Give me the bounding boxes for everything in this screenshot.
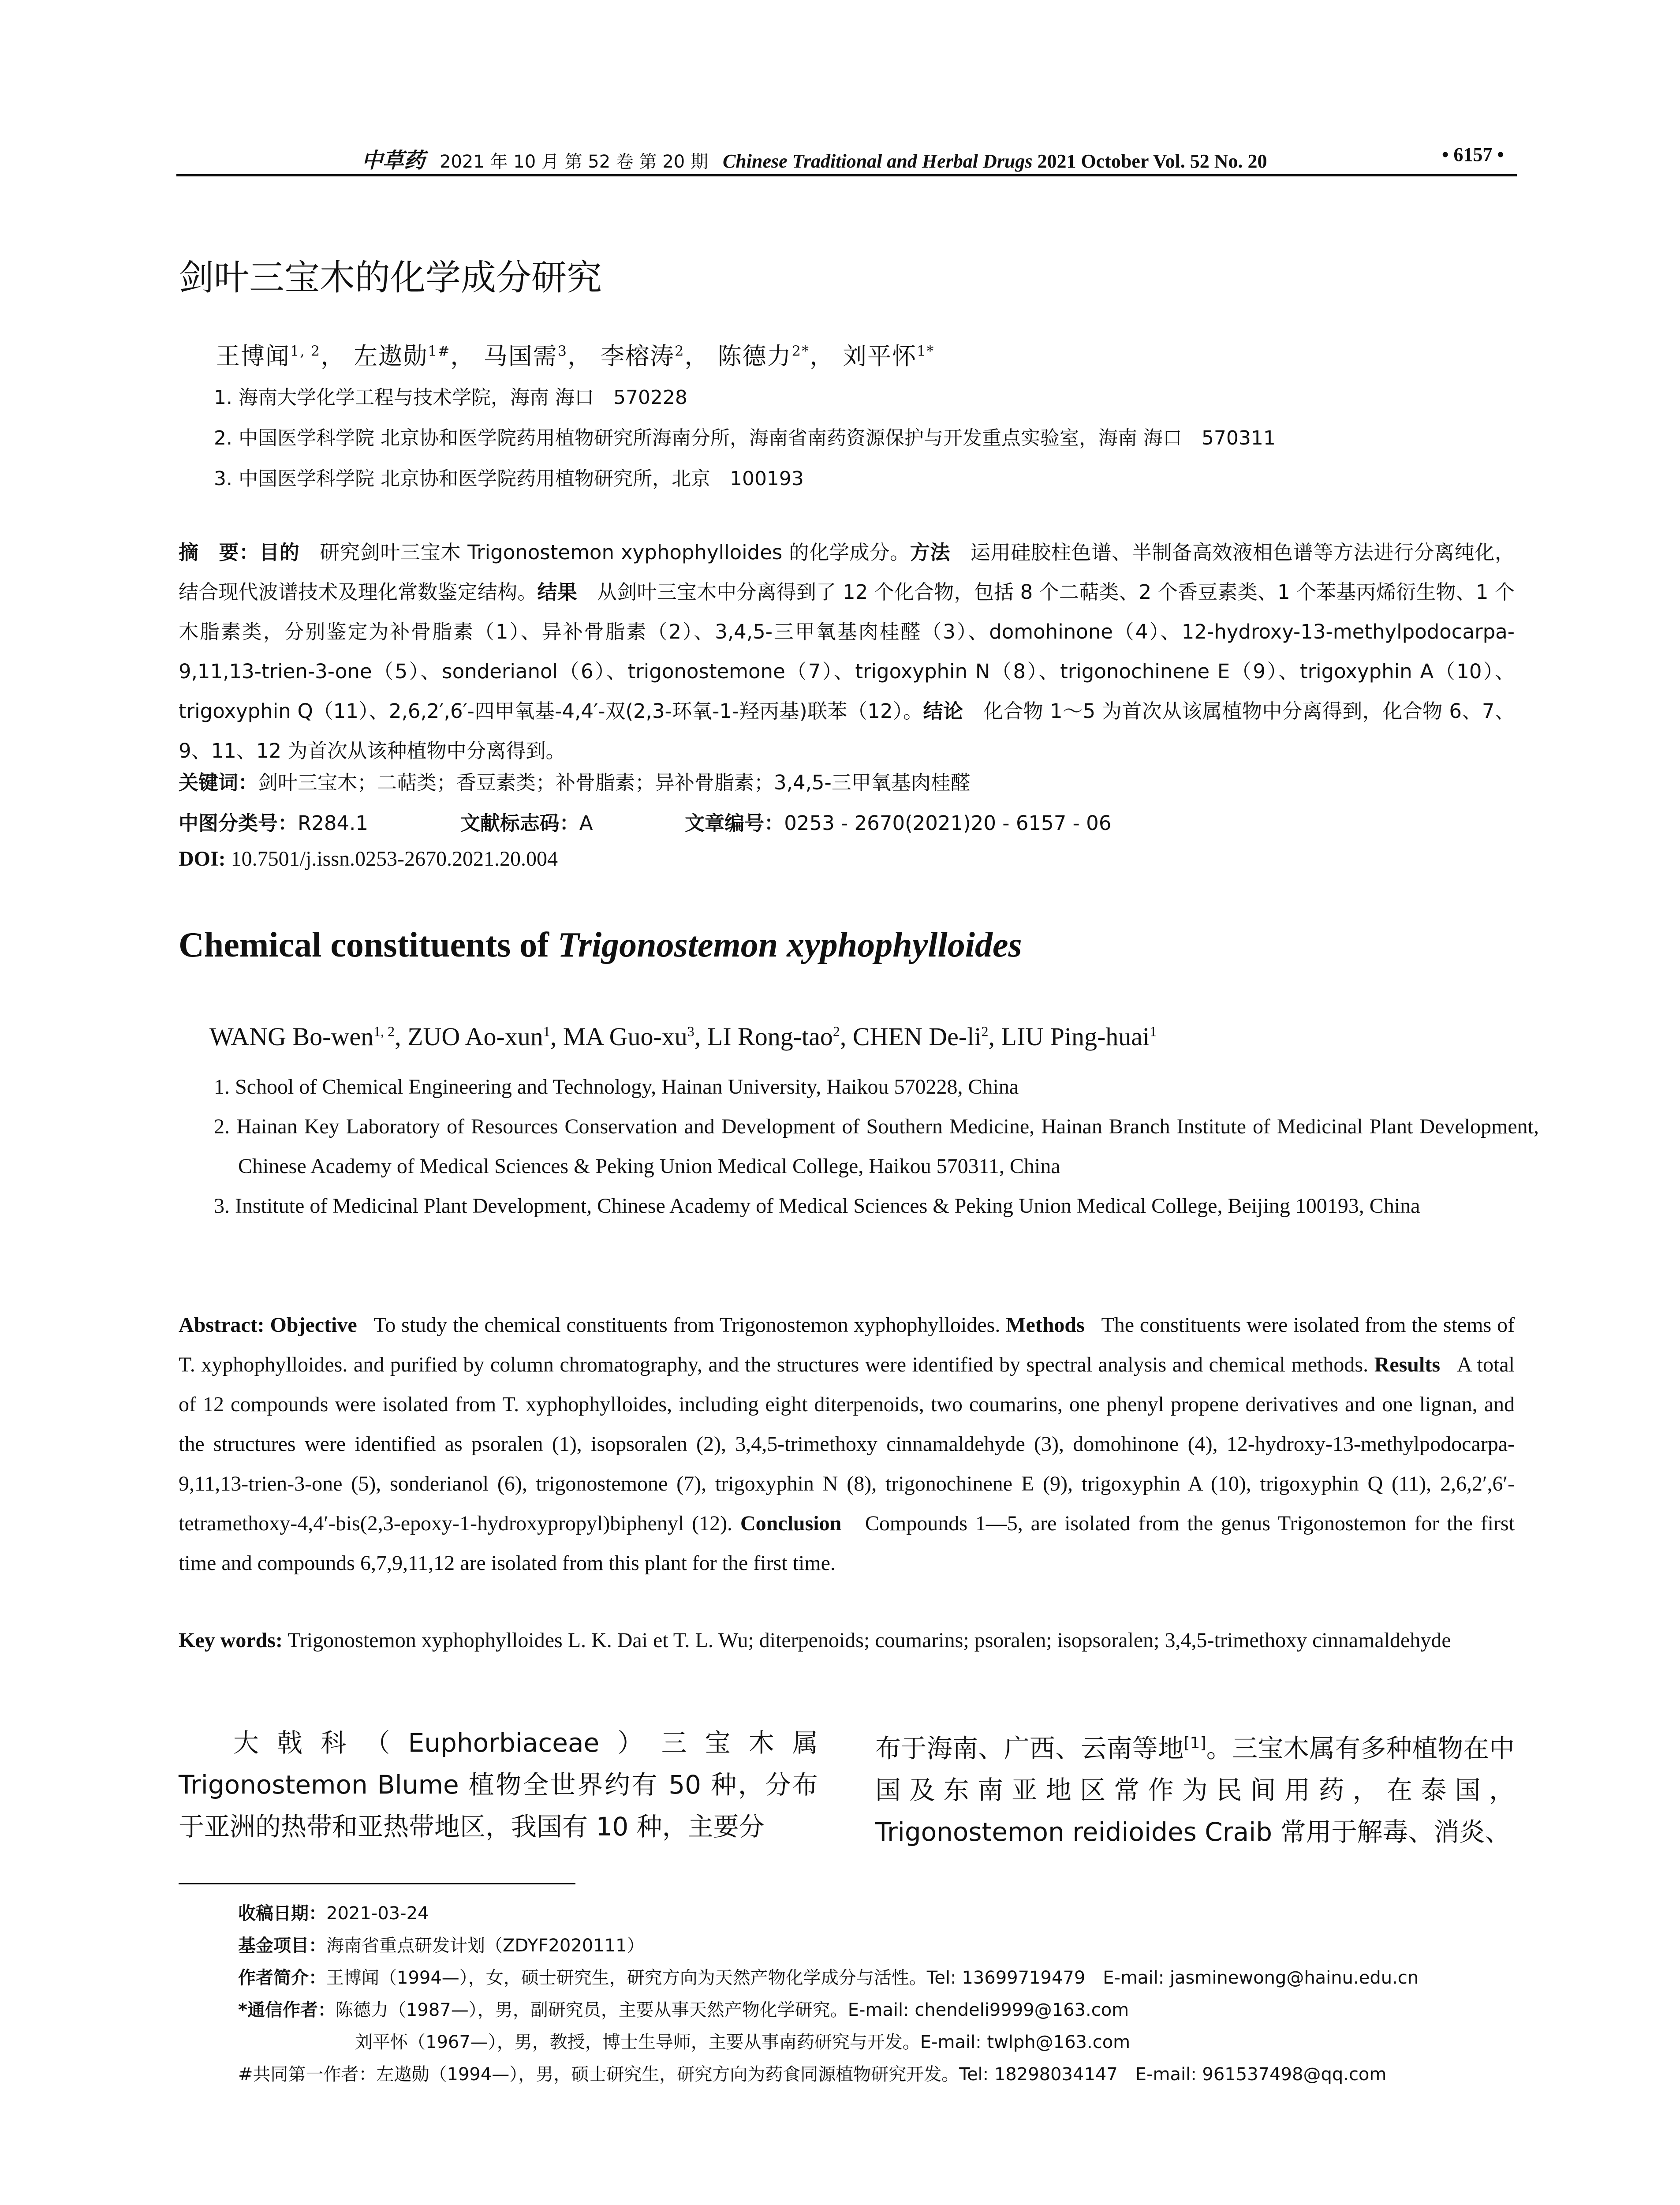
- keywords-en-text: Trigonostemon xyphophylloides L. K. Dai et T. L. Wu; diterpenoids; coumarins; psoralen; isopsoralen; 3,4,5-trimethoxy cinnamaldehyde: [287, 1629, 1451, 1652]
- title-en-prefix: Chemical constituents of: [179, 926, 558, 964]
- objective-label-en: Objective: [270, 1313, 357, 1337]
- title-cn: 剑叶三宝木的化学成分研究: [179, 257, 602, 298]
- results-label-en: Results: [1374, 1353, 1440, 1376]
- issue-date-cn: 2021 年 10 月 第 52 卷 第 20 期: [440, 152, 708, 172]
- doc-code-value: A: [579, 811, 593, 835]
- abstract-en-label: Abstract:: [179, 1313, 265, 1337]
- journal-name-cn: 中草药: [362, 148, 426, 173]
- footnote-corresponding: *通信作者：陈德力（1987—），男，副研究员，主要从事天然产物化学研究。E-mail: chendeli9999@163.com: [238, 2000, 1129, 2020]
- footnote-funding: 基金项目：海南省重点研发计划（ZDYF2020111）: [238, 1936, 645, 1956]
- conclusion-en: Compounds 1—5, are isolated from the genus Trigonostemon for the first time and compounds 6,7,9,11,12 are isolated from this plant for the first time.: [179, 1512, 1515, 1575]
- article-no-label: 文章编号：: [685, 811, 784, 835]
- clc-value: R284.1: [298, 811, 369, 835]
- author-en: MA Guo-$xu^3$,: [563, 1022, 707, 1051]
- doi-line: [179, 847, 558, 871]
- footnote-co-first: #共同第一作者：左遨勋（1994—），男，硕士研究生，研究方向为药食同源植物研究开发。Tel: 18298034147 E-mail: 961537498@qq.com: [238, 2064, 1387, 2085]
- methods-cn: 运用硅胶柱色谱、半制备高效液相色谱等方法进行分离纯化，结合现代波谱技术及理化常数鉴定结构。: [179, 541, 1515, 604]
- author-cn: 刘平怀$^{1*}$: [843, 342, 935, 370]
- keywords-cn-label: 关键词：: [179, 771, 258, 794]
- methods-en: The constituents were isolated from the stems of T. xyphophylloides. and purified by column chromatography, and the structures were identified by spectral analysis and chemical methods.: [179, 1313, 1515, 1376]
- results-label-cn: 结果: [537, 580, 577, 604]
- body-left-column: 大戟科（Euphorbiaceae）三宝木属 Trigonostemon Blume 植物全世界约有 50 种，分布于亚洲的热带和亚热带地区，我国有 10 种，主要分: [179, 1728, 818, 1842]
- author-cn: 马国需$^3$，: [483, 342, 592, 370]
- classification-line: [179, 807, 1111, 836]
- keywords-en-label: Key words:: [179, 1629, 283, 1652]
- keywords-cn-text: 剑叶三宝木；二萜类；香豆素类；补骨脂素；异补骨脂素；3,4,5-三甲氧基肉桂醛: [258, 771, 971, 794]
- footnote-rule: [179, 1883, 575, 1884]
- authors-cn: [216, 337, 935, 371]
- methods-label-cn: 方法: [910, 541, 951, 564]
- footnote-received: 收稿日期：2021-03-24: [238, 1903, 429, 1924]
- objective-cn: 研究剑叶三宝木 Trigonostemon xyphophylloides 的化学成分。: [320, 541, 910, 564]
- conclusion-label-cn: 结论: [923, 699, 963, 723]
- conclusion-cn: 化合物 1～5 为首次从该属植物中分离得到，化合物 6、7、9、11、12 为首次从该种植物中分离得到。: [179, 699, 1515, 762]
- title-en-species: Trigonostemon xyphophylloides: [557, 926, 1022, 964]
- keywords-en: [179, 1621, 1515, 1660]
- author-en: WANG Bo-wen$^{1, 2}$,: [209, 1022, 408, 1051]
- doc-code-label: 文献标志码：: [460, 811, 579, 835]
- author-cn: 左遨勋$^{1\#}$，: [354, 342, 475, 370]
- author-en: CHEN $De-li^2$,: [852, 1022, 1001, 1051]
- author-cn: 陈德力$^{2*}$，: [717, 342, 834, 370]
- affiliation-en-3: 3. Institute of Medicinal Plant Development, Chinese Academy of Medical Sciences & Peking Union Medical College, Beijing 100193, China: [214, 1194, 1420, 1218]
- affiliation-en-1: 1. School of Chemical Engineering and Technology, Hainan University, Haikou 570228, China: [214, 1075, 1019, 1099]
- body-right-column: [875, 1722, 1515, 1853]
- authors-en: [209, 1022, 1157, 1051]
- methods-label-en: Methods: [1006, 1313, 1085, 1337]
- affiliation-en-2: 2. Hainan Key Laboratory of Resources Conservation and Development of Southern Medicine, Hainan Branch Institute of Medicinal Plant Development, Chinese Academy of Medical Sciences & Peking Union Medical College, Haikou 570311, China: [214, 1115, 1539, 1178]
- clc-label: 中图分类号：: [179, 811, 298, 835]
- author-cn: 李榕涛$^2$，: [601, 342, 709, 370]
- page-number: • 6157 •: [1442, 144, 1504, 165]
- body-right-text-a: 布于海南、广西、云南等地: [875, 1733, 1184, 1764]
- results-en: A total of 12 compounds were isolated from T. xyphophylloides, including eight diterpenoids, two coumarins, one phenyl propene derivatives and one lignan, and the structures were identified as psoralen (1), isopsoralen (2), 3,4,5-trimethoxy cinnamaldehyde (3), domohinone (4), 12-hydroxy-13-methylpodocarpa-9,11,13-trien-3-one (5), sonderianol (6), trigonostemone (7), trigoxyphin N (8), trigonochinene E (9), trigoxyphin A (10), trigoxyphin Q (11), 2,6,2′,6′-tetramethoxy-4,4′-bis(2,3-epoxy-1-hydroxypropyl)biphenyl (12).: [179, 1353, 1515, 1535]
- author-cn: 王博闻$^{1, 2}$，: [216, 342, 346, 370]
- abstract-cn: [179, 533, 1515, 771]
- footnote-corresponding-2: 刘平怀（1967—），男，教授，博士生导师，主要从事南药研究与开发。E-mail: twlph@163.com: [355, 2032, 1131, 2052]
- author-en: LI Rong-tao$^2$,: [707, 1022, 853, 1051]
- abstract-en: [179, 1305, 1515, 1583]
- conclusion-label-en: Conclusion: [740, 1512, 842, 1535]
- keywords-cn: [179, 767, 1515, 798]
- author-en: LIU Ping-huai$^1$: [1001, 1022, 1157, 1051]
- header-rule: [176, 174, 1517, 176]
- author-en: ZUO Ao-xun$^1$,: [407, 1022, 563, 1051]
- article-no-value: 0253 - 2670(2021)20 - 6157 - 06: [784, 811, 1112, 835]
- doi-value: 10.7501/j.issn.0253-2670.2021.20.004: [231, 847, 558, 871]
- title-en: [179, 925, 1022, 965]
- journal-name-en: Chinese Traditional and Herbal Drugs: [722, 150, 1033, 172]
- doi-label: DOI:: [179, 847, 226, 871]
- issue-date-en: 2021 October Vol. 52 No. 20: [1037, 150, 1267, 172]
- affiliation-cn-1: 1. 海南大学化学工程与技术学院，海南 海口 570228: [214, 386, 687, 409]
- citation-ref[interactable]: [1]: [1183, 1734, 1206, 1752]
- body-right-text-b: 。三宝木属有多种植物在中国及东南亚地区常作为民间用药，在泰国，Trigonostemon reidioides Craib 常用于解毒、消炎、: [875, 1733, 1515, 1847]
- affiliation-cn-2: 2. 中国医学科学院 北京协和医学院药用植物研究所海南分所，海南省南药资源保护与开发重点实验室，海南 海口 570311: [214, 427, 1276, 449]
- objective-en: To study the chemical constituents from Trigonostemon xyphophylloides.: [373, 1313, 1001, 1337]
- footnote-author-bio: 作者简介：王博闻（1994—），女，硕士研究生，研究方向为天然产物化学成分与活性。Tel: 13699719479 E-mail: jasminewong@hainu.edu.cn: [238, 1968, 1419, 1988]
- results-cn: 从剑叶三宝木中分离得到了 12 个化合物，包括 8 个二萜类、2 个香豆素类、1 个苯基丙烯衍生物、1 个木脂素类，分别鉴定为补骨脂素（1）、异补骨脂素（2）、3,4,5-三甲氧基肉桂醛（3）、domohinone（4）、12-hydroxy-13-methylpodocarpa-9,11,13-trien-3-one（5）、sonderianol（6）、trigonostemone（7）、trigoxyphin N（8）、trigonochinene E（9）、trigoxyphin A（10）、trigoxyphin Q（11）、2,6,2′,6′-四甲氧基-4,4′-双(2,3-环氧-1-羟丙基)联苯（12）。: [179, 580, 1515, 723]
- objective-label-cn: 目的: [259, 541, 300, 564]
- affiliation-cn-3: 3. 中国医学科学院 北京协和医学院药用植物研究所，北京 100193: [214, 467, 804, 490]
- abstract-cn-label: 摘 要：: [179, 541, 259, 564]
- running-header: [362, 143, 1267, 174]
